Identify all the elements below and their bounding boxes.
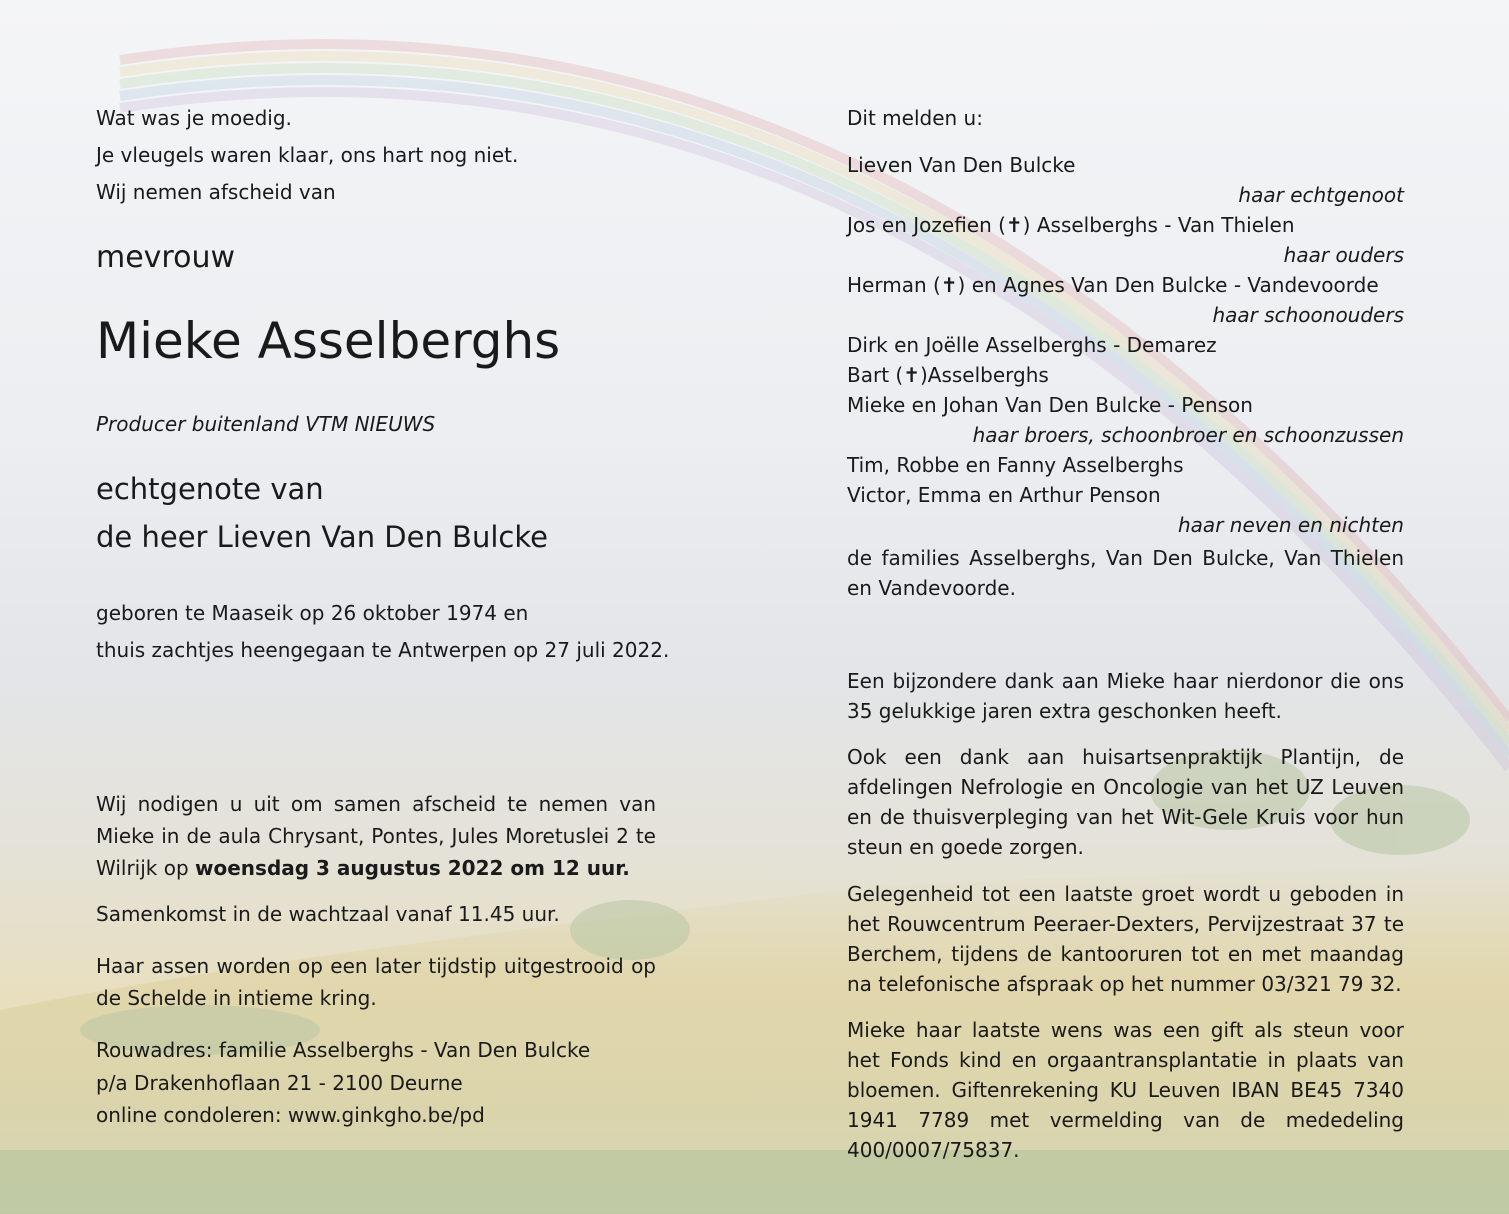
invitation-paragraph [96, 788, 656, 884]
family-line: Herman (✝) en Agnes Van Den Bulcke - Vandevoorde [847, 273, 1379, 297]
family-relation: haar ouders [1283, 243, 1404, 267]
birth-info: geboren te Maaseik op 26 oktober 1974 en [96, 601, 529, 625]
intro-line: Je vleugels waren klaar, ons hart nog niet. [96, 143, 519, 167]
invitation-text: Wij nodigen u uit om samen afscheid te nemen van Mieke in de aula Chrysant, Pontes, Jules Moretuslei 2 te Wilrijk op [96, 792, 656, 880]
condolence-link[interactable]: online condoleren: www.ginkgho.be/pd [96, 1103, 485, 1127]
title-mevrouw: mevrouw [96, 240, 236, 275]
visitation-info: Gelegenheid tot een laatste groet wordt u geboden in het Rouwcentrum Peeraer-Dexters, Pervijzestraat 37 te Berchem, tijdens de kantooruren tot en met maandag na telefonische afspraak op het nummer 03/321 79 32. [847, 882, 1404, 996]
thanks-care: Ook een dank aan huisartsenpraktijk Plantijn, de afdelingen Nefrologie en Oncologie van het UZ Leuven en de thuisverpleging van het Wit-Gele Kruis voor hun steun en goede zorgen. [847, 745, 1404, 859]
address-line: p/a Drakenhoflaan 21 - 2100 Deurne [96, 1071, 463, 1095]
donation-info: Mieke haar laatste wens was een gift als steun voor het Fonds kind en orgaantransplantatie in plaats van bloemen. Giftenrekening KU Leuven IBAN BE45 7340 1941 7789 met vermelding van de mededeling 400/0007/75837. [847, 1018, 1404, 1162]
family-line: Dirk en Joëlle Asselberghs - Demarez [847, 333, 1217, 357]
families-line: de families Asselberghs, Van Den Bulcke, Van Thielen en Vandevoorde. [847, 546, 1404, 600]
family-line: Bart (✝)Asselberghs [847, 363, 1049, 387]
address-line: Rouwadres: familie Asselberghs - Van Den Bulcke [96, 1038, 591, 1062]
deceased-name: Mieke Asselberghs [96, 312, 561, 370]
spouse-line: echtgenote van [96, 472, 324, 506]
family-relation: haar neven en nichten [1178, 513, 1404, 537]
intro-line: Wij nemen afscheid van [96, 180, 336, 204]
death-info: thuis zachtjes heengegaan te Antwerpen op 27 juli 2022. [96, 638, 670, 662]
ashes-info: Haar assen worden op een later tijdstip uitgestrooid op de Schelde in intieme kring. [96, 954, 656, 1010]
family-relation: haar broers, schoonbroer en schoonzussen [972, 423, 1404, 447]
family-line: Lieven Van Den Bulcke [847, 153, 1076, 177]
family-relation: haar schoonouders [1212, 303, 1404, 327]
family-line: Mieke en Johan Van Den Bulcke - Penson [847, 393, 1253, 417]
intro-line: Wat was je moedig. [96, 106, 292, 130]
family-line: Jos en Jozefien (✝) Asselberghs - Van Thielen [847, 213, 1295, 237]
family-line: Tim, Robbe en Fanny Asselberghs [847, 453, 1184, 477]
spouse-line: de heer Lieven Van Den Bulcke [96, 520, 548, 554]
profession: Producer buitenland VTM NIEUWS [96, 412, 436, 436]
announcement-heading: Dit melden u: [847, 106, 983, 130]
gathering-info: Samenkomst in de wachtzaal vanaf 11.45 uur. [96, 902, 560, 926]
ceremony-datetime: woensdag 3 augustus 2022 om 12 uur. [195, 856, 630, 880]
family-relation: haar echtgenoot [1238, 183, 1404, 207]
family-line: Victor, Emma en Arthur Penson [847, 483, 1161, 507]
thanks-donor: Een bijzondere dank aan Mieke haar nierdonor die ons 35 gelukkige jaren extra geschonken heeft. [847, 669, 1404, 723]
